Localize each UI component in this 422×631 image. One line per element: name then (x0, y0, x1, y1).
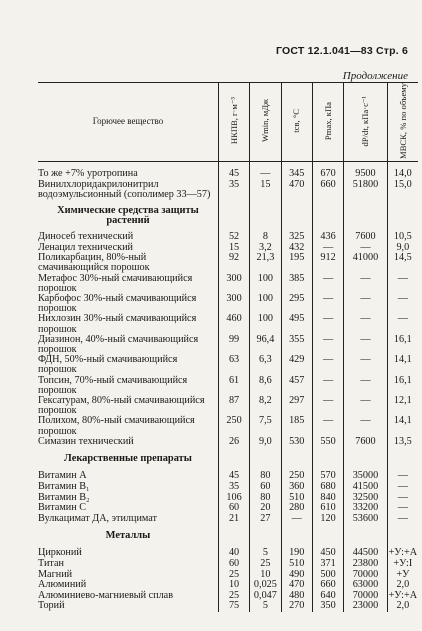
cell-pmax: — (312, 355, 343, 375)
cell-wmin: 100 (250, 294, 281, 314)
cell-pmax: 436 (312, 232, 343, 243)
cell-wmin: 0,025 (250, 580, 281, 591)
cell-pmax: — (312, 314, 343, 334)
table-row (38, 169, 418, 180)
substance-name: Диносеб технический (38, 230, 134, 242)
cell-mvsk: 14,0 (387, 169, 418, 180)
cell-nkpv: 10 (218, 580, 249, 591)
table-row (38, 335, 418, 355)
cell-wmin: 25 (250, 559, 281, 570)
cell-dpdt: — (344, 243, 387, 254)
section-empty-cell (387, 200, 418, 232)
cell-dpdt: 35000 (344, 471, 387, 482)
cell-pmax: 660 (312, 580, 343, 591)
cell-pmax: — (312, 416, 343, 436)
cell-wmin: 80 (250, 493, 281, 504)
substance-name: Карбофос 30%-ный смачивающийся порошок (38, 292, 197, 315)
cell-wmin: 80 (250, 471, 281, 482)
cell-mvsk: 14,1 (387, 355, 418, 375)
cell-mvsk: 13,5 (387, 437, 418, 448)
cell-wmin: 8,6 (250, 376, 281, 396)
substance-name: Алюминий (38, 579, 87, 591)
cell-nkpv: 26 (218, 437, 249, 448)
cell-tsv: 190 (281, 548, 312, 559)
cell-pmax: 500 (312, 570, 343, 581)
cell-dpdt: 9500 (344, 169, 387, 180)
substance-name: ФДН, 50%-ный смачивающийся порошок (38, 354, 178, 376)
cell-nkpv: 21 (218, 514, 249, 525)
cell-wmin: 15 (250, 180, 281, 200)
section-empty-cell (344, 524, 387, 548)
cell-nkpv: 52 (218, 232, 249, 243)
section-row (38, 200, 418, 232)
cell-wmin: 8,2 (250, 396, 281, 416)
cell-pmax: 550 (312, 437, 343, 448)
cell-mvsk: — (387, 503, 418, 514)
col-header-tsv: tсв, °C (281, 83, 312, 162)
cell-tsv: 345 (281, 169, 312, 180)
table-row (38, 416, 418, 436)
cell-nkpv: 75 (218, 601, 249, 612)
cell-nkpv: 92 (218, 253, 249, 273)
section-empty-cell (312, 200, 343, 232)
cell-wmin: 0,047 (250, 591, 281, 602)
substance-name: Гексатурам, 80%-ный смачивающийся порошок (38, 394, 205, 417)
cell-nkpv: 45 (218, 169, 249, 180)
cell-dpdt: 63000 (344, 580, 387, 591)
cell-pmax: — (312, 396, 343, 416)
cell-tsv: 280 (281, 503, 312, 514)
substance-name: Алюминиево-магниевый сплав (38, 589, 174, 601)
table-row (38, 232, 418, 243)
cell-dpdt: — (344, 376, 387, 396)
col-header-wmin: Wmin, мДж (250, 83, 281, 162)
section-title: Лекарственные препараты (64, 453, 192, 465)
cell-tsv: 355 (281, 335, 312, 355)
cell-pmax: 350 (312, 601, 343, 612)
section-empty-cell (218, 524, 249, 548)
cell-nkpv: 87 (218, 396, 249, 416)
substance-name: Нихлозин 30%-ный смачивающийся порошок (38, 313, 197, 335)
table-row (38, 559, 418, 570)
cell-tsv: 429 (281, 355, 312, 375)
cell-pmax: 120 (312, 514, 343, 525)
substance-name: Винилхлоридакрилонитрил водоэмульсионный (сополимер 33—57) (38, 178, 211, 200)
cell-nkpv: 25 (218, 570, 249, 581)
substance-name: Топсин, 70%-ный смачивающийся порошок (38, 374, 188, 396)
cell-nkpv: 35 (218, 180, 249, 200)
section-row (38, 524, 418, 548)
substance-name: Вулкацимат ДА, этилцимат (38, 512, 157, 524)
cell-mvsk: — (387, 274, 418, 294)
cell-dpdt: 41500 (344, 482, 387, 493)
cell-tsv: 457 (281, 376, 312, 396)
cell-mvsk: 14,1 (387, 416, 418, 436)
cell-nkpv: 40 (218, 548, 249, 559)
substance-name: Полихом, 80%-ный смачивающийся порошок (38, 415, 195, 437)
cell-tsv: 325 (281, 232, 312, 243)
table-row (38, 180, 418, 200)
cell-dpdt: — (344, 294, 387, 314)
table-row (38, 294, 418, 314)
section-empty-cell (281, 524, 312, 548)
cell-tsv: 185 (281, 416, 312, 436)
cell-tsv: 250 (281, 471, 312, 482)
section-empty-cell (250, 524, 281, 548)
cell-dpdt: 51800 (344, 180, 387, 200)
cell-wmin: 6,3 (250, 355, 281, 375)
table-row (38, 514, 418, 525)
cell-pmax: 371 (312, 559, 343, 570)
cell-wmin: 7,5 (250, 416, 281, 436)
table-row (38, 274, 418, 294)
cell-mvsk: 9,0 (387, 243, 418, 254)
cell-dpdt: — (344, 335, 387, 355)
cell-dpdt: — (344, 274, 387, 294)
cell-mvsk: — (387, 514, 418, 525)
cell-dpdt: 23800 (344, 559, 387, 570)
cell-dpdt: — (344, 396, 387, 416)
section-empty-cell (281, 447, 312, 471)
cell-nkpv: 300 (218, 294, 249, 314)
cell-mvsk: +У:I (387, 559, 418, 570)
section-empty-cell (250, 200, 281, 232)
page-header: ГОСТ 12.1.041—83 Стр. 6 (275, 45, 408, 57)
section-empty-cell (344, 447, 387, 471)
cell-mvsk: 2,0 (387, 580, 418, 591)
substance-name: Витамин С (38, 502, 87, 514)
cell-nkpv: 250 (218, 416, 249, 436)
section-empty-cell (387, 447, 418, 471)
cell-mvsk: 12,1 (387, 396, 418, 416)
substance-name: Витамин В₁ (38, 480, 90, 492)
cell-wmin: — (250, 169, 281, 180)
cell-wmin: 20 (250, 503, 281, 514)
col-header-nkpv: НКПВ, г·м⁻³ (218, 83, 249, 162)
cell-nkpv: 61 (218, 376, 249, 396)
cell-tsv: 360 (281, 482, 312, 493)
table-row (38, 253, 418, 273)
cell-wmin: 100 (250, 274, 281, 294)
section-empty-cell (218, 447, 249, 471)
table-row (38, 376, 418, 396)
cell-wmin: 3,2 (250, 243, 281, 254)
cell-pmax: — (312, 294, 343, 314)
substance-name: Титан (38, 557, 64, 569)
cell-nkpv: 25 (218, 591, 249, 602)
section-row (38, 447, 418, 471)
cell-wmin: 60 (250, 482, 281, 493)
cell-tsv: 490 (281, 570, 312, 581)
cell-pmax: 570 (312, 471, 343, 482)
table-body (38, 161, 418, 611)
cell-mvsk: — (387, 314, 418, 334)
substance-name: Ленацил технический (38, 241, 133, 253)
cell-dpdt: — (344, 314, 387, 334)
cell-tsv: — (281, 514, 312, 525)
cell-tsv: 295 (281, 294, 312, 314)
cell-tsv: 470 (281, 180, 312, 200)
cell-pmax: 610 (312, 503, 343, 514)
substance-name: То же +7% уротропина (38, 167, 138, 179)
cell-pmax: 660 (312, 180, 343, 200)
cell-dpdt: — (344, 416, 387, 436)
cell-wmin: 100 (250, 314, 281, 334)
cell-dpdt: 53600 (344, 514, 387, 525)
cell-mvsk: 15,0 (387, 180, 418, 200)
substance-name: Витамин А (38, 470, 87, 482)
table-header-row (38, 83, 418, 162)
cell-nkpv: 35 (218, 482, 249, 493)
table-row (38, 601, 418, 612)
cell-mvsk: +У (387, 570, 418, 581)
substance-name: Торий (38, 600, 65, 612)
table-row (38, 396, 418, 416)
section-title: Химические средства защиты растений (57, 204, 199, 226)
cell-tsv: 297 (281, 396, 312, 416)
cell-pmax: — (312, 335, 343, 355)
cell-mvsk: 16,1 (387, 376, 418, 396)
cell-dpdt: 70000 (344, 591, 387, 602)
substance-name: Диазинон, 40%-ный смачивающийся порошок (38, 333, 199, 355)
section-empty-cell (218, 200, 249, 232)
cell-mvsk: — (387, 482, 418, 493)
cell-mvsk: — (387, 493, 418, 504)
cell-tsv: 385 (281, 274, 312, 294)
cell-mvsk: 14,5 (387, 253, 418, 273)
cell-dpdt: 23000 (344, 601, 387, 612)
cell-wmin: 96,4 (250, 335, 281, 355)
substance-name: Симазин технический (38, 435, 134, 447)
cell-nkpv: 106 (218, 493, 249, 504)
cell-tsv: 510 (281, 493, 312, 504)
section-empty-cell (387, 524, 418, 548)
cell-pmax: — (312, 274, 343, 294)
cell-nkpv: 15 (218, 243, 249, 254)
cell-pmax: 640 (312, 591, 343, 602)
cell-wmin: 5 (250, 601, 281, 612)
col-header-pmax: Pmax, кПа (312, 83, 343, 162)
cell-dpdt: 7600 (344, 437, 387, 448)
cell-dpdt: 32500 (344, 493, 387, 504)
cell-pmax: 680 (312, 482, 343, 493)
cell-tsv: 495 (281, 314, 312, 334)
cell-nkpv: 460 (218, 314, 249, 334)
cell-wmin: 27 (250, 514, 281, 525)
cell-nkpv: 60 (218, 559, 249, 570)
cell-tsv: 270 (281, 601, 312, 612)
table-row (38, 482, 418, 493)
cell-nkpv: 300 (218, 274, 249, 294)
cell-dpdt: 70000 (344, 570, 387, 581)
substance-name: Метафос 30%-ный смачивающийся порошок (38, 272, 193, 294)
substance-name: Поликарбацин, 80%-ный смачивающийся порошок (38, 252, 150, 274)
cell-dpdt: 44500 (344, 548, 387, 559)
section-empty-cell (281, 200, 312, 232)
cell-tsv: 530 (281, 437, 312, 448)
section-empty-cell (312, 524, 343, 548)
table-row (38, 355, 418, 375)
cell-pmax: — (312, 376, 343, 396)
cell-nkpv: 99 (218, 335, 249, 355)
section-empty-cell (344, 200, 387, 232)
cell-pmax: 912 (312, 253, 343, 273)
cell-dpdt: — (344, 355, 387, 375)
cell-wmin: 8 (250, 232, 281, 243)
cell-mvsk: 10,5 (387, 232, 418, 243)
col-header-name: Горючее вещество (38, 83, 218, 162)
cell-pmax: 670 (312, 169, 343, 180)
substance-name: Цирконий (38, 547, 82, 559)
substances-table (38, 82, 418, 612)
cell-wmin: 9,0 (250, 437, 281, 448)
cell-dpdt: 41000 (344, 253, 387, 273)
cell-nkpv: 45 (218, 471, 249, 482)
section-empty-cell (250, 447, 281, 471)
cell-tsv: 432 (281, 243, 312, 254)
cell-pmax: — (312, 243, 343, 254)
cell-mvsk: 2,0 (387, 601, 418, 612)
cell-wmin: 10 (250, 570, 281, 581)
table-row (38, 437, 418, 448)
cell-tsv: 480 (281, 591, 312, 602)
cell-mvsk: — (387, 471, 418, 482)
cell-mvsk: — (387, 294, 418, 314)
section-title: Металлы (105, 530, 151, 542)
cell-mvsk: 16,1 (387, 335, 418, 355)
cell-dpdt: 33200 (344, 503, 387, 514)
cell-tsv: 195 (281, 253, 312, 273)
cell-wmin: 21,3 (250, 253, 281, 273)
substance-name: Витамин В₂ (38, 491, 90, 503)
continuation-label: Продолжение (342, 70, 408, 82)
cell-mvsk: +У:+А (388, 547, 418, 559)
cell-pmax: 450 (312, 548, 343, 559)
col-header-mvsk: МВСК, % по объему (387, 83, 418, 162)
col-header-dpdt: dP/dt, кПа·с⁻¹ (344, 83, 387, 162)
cell-tsv: 470 (281, 580, 312, 591)
cell-nkpv: 60 (218, 503, 249, 514)
cell-wmin: 5 (250, 548, 281, 559)
cell-mvsk: +У:+А (388, 589, 418, 601)
cell-nkpv: 63 (218, 355, 249, 375)
section-empty-cell (312, 447, 343, 471)
cell-tsv: 510 (281, 559, 312, 570)
substance-name: Магний (38, 568, 73, 580)
cell-dpdt: 7600 (344, 232, 387, 243)
table-row (38, 314, 418, 334)
cell-pmax: 840 (312, 493, 343, 504)
